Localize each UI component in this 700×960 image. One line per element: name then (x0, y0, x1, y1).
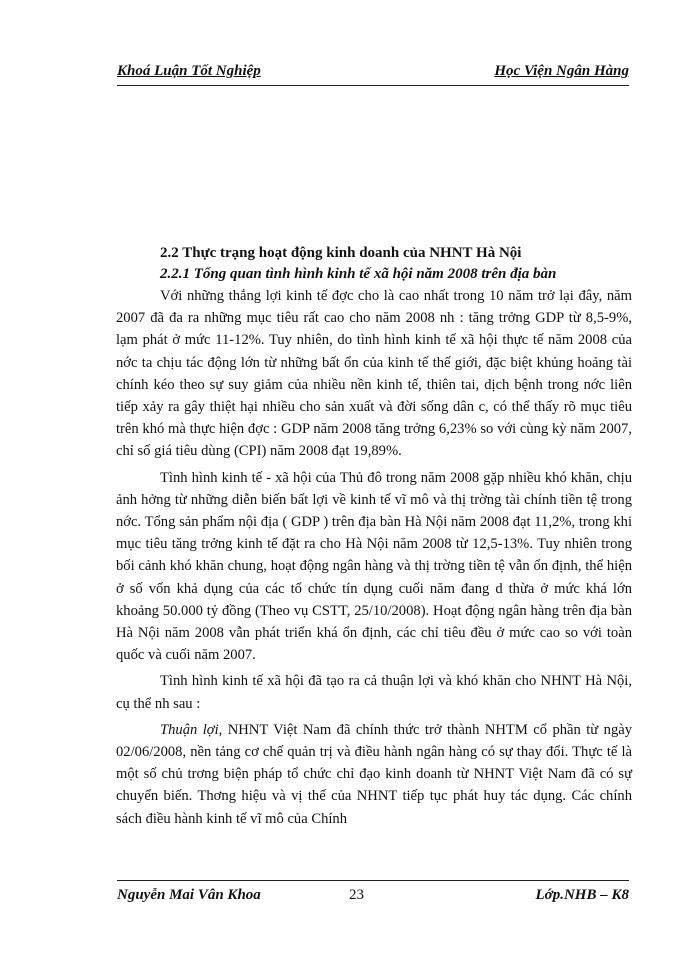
section-heading: 2.2 Thực trạng hoạt động kinh doanh của NHNT Hà Nội (160, 245, 522, 261)
paragraph-3: Tình hình kinh tế xã hội đã tạo ra cả thuận lợi và khó khăn cho NHNT Hà Nội, cụ thể nh sau : (116, 673, 632, 712)
footer-author: Nguyễn Mai Vân Khoa (117, 887, 261, 903)
page-body (116, 243, 632, 830)
paragraph-4 (116, 719, 632, 830)
paragraph-1: Với những thắng lợi kinh tế đợc cho là cao nhất trong 10 năm trở lại đây, năm 2007 đã đa ra những mục tiêu rất cao cho năm 2008 nh : tăng trởng GDP từ 8,5-9%, lạm phát ở mức 11-12%. Tuy nhiên, do tình hình kinh tế xã hội thực tế năm 2008 của nớc ta chịu tác động lớn từ những bất ổn của kinh tế thế giới, đặc biệt khủng hoảng tài chính kéo theo sự suy giảm của nhiều nền kinh tế, thiên tai, dịch bệnh trong nớc liên tiếp xảy ra gây thiệt hại nhiều cho sản xuất và đời sống dân c, có thể thấy rõ mục tiêu trên khó mà thực hiện đợc : GDP năm 2008 tăng trởng 6,23% so với cùng kỳ năm 2007, chỉ số giá tiêu dùng (CPI) năm 2008 đạt 19,89%. (116, 288, 632, 460)
footer-class: Lớp.NHB – K8 (535, 887, 629, 903)
page-footer (117, 883, 629, 905)
header-institution: Học Viện Ngân Hàng (494, 63, 629, 79)
header-rule (117, 85, 629, 86)
footer-rule (117, 880, 629, 881)
header-thesis-title: Khoá Luận Tốt Nghiệp (117, 63, 261, 79)
paragraph-4-lead: Thuận lợi, (160, 721, 223, 738)
page-header (117, 63, 629, 83)
paragraph-2: Tình hình kinh tế - xã hội của Thủ đô trong năm 2008 gặp nhiều khó khăn, chịu ảnh hởng từ những diễn biến bất lợi về kinh tế vĩ mô và thị trờng tài chính tiền tệ trong nớc. Tổng sản phẩm nội địa ( GDP ) trên địa bàn Hà Nội năm 2008 đạt 11,2%, trong khi mục tiêu tăng trởng kinh tế đặt ra cho Hà Nội năm 2008 từ 12,5-13%. Tuy nhiên trong bối cảnh khó khăn chung, hoạt động ngân hàng và thị trờng tiền tệ vẫn ổn định, thể hiện ở số vốn khả dụng của các tổ chức tín dụng cuối năm đang d thừa ở mức khá lớn khoảng 50.000 tỷ đồng (Theo vụ CSTT, 25/10/2008). Hoạt động ngân hàng trên địa bàn Hà Nội năm 2008 vẫn phát triển khá ổn định, các chỉ tiêu đều ở mức cao so với toàn quốc và cuối năm 2007. (116, 469, 632, 664)
subsection-heading: 2.2.1 Tổng quan tình hình kinh tế xã hội năm 2008 trên địa bàn (160, 266, 557, 282)
page-number: 23 (349, 887, 364, 903)
paragraph-4-text: NHNT Việt Nam đã chính thức trở thành NHTM cổ phần từ ngày 02/06/2008, nền tảng cơ chế quản trị và điều hành ngân hàng có sự thay đổi. Thực tế là một số chủ trơng biện pháp tổ chức chỉ đạo kinh doanh từ NHNT Việt Nam đã có sự chuyển biến. Thơng hiệu và vị thế của NHNT tiếp tục phát huy tác dụng. Các chính sách điều hành kinh tế vĩ mô của Chính (116, 721, 633, 827)
